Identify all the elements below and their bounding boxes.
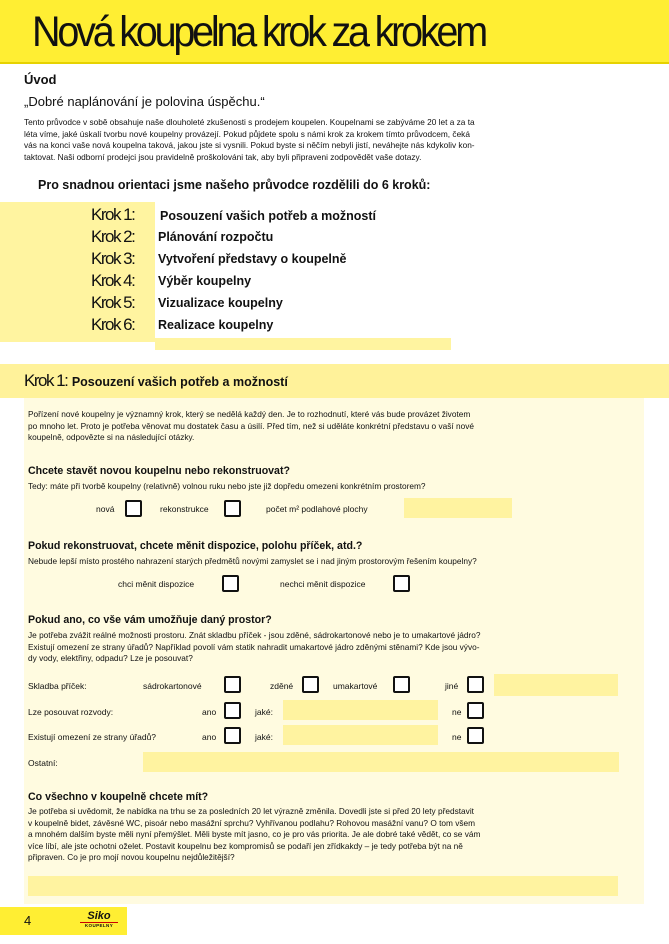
intro-line: taktovat. Naši odborní prodejci jsou pravidelně proškolováni tak, aby byli připraveni zodpovědět vaše dotazy. xyxy=(24,151,422,162)
step-item xyxy=(91,249,347,271)
logo-sub: KOUPELNY xyxy=(80,922,118,929)
walls-other-checkbox[interactable] xyxy=(467,676,484,693)
move-no-label: ne xyxy=(452,707,462,717)
q2-nochange-checkbox[interactable] xyxy=(393,575,410,592)
move-which-field[interactable] xyxy=(283,700,438,720)
intro-heading: Úvod xyxy=(24,72,57,87)
step-label: Krok 1: xyxy=(91,205,135,224)
q1-text: Tedy: máte při tvorbě koupelny (relativně) volnou ruku nebo jste již dopředu omezeni konkrétním prostorem? xyxy=(28,481,426,491)
move-yes-checkbox[interactable] xyxy=(224,702,241,719)
step-text: Realizace koupelny xyxy=(158,318,274,332)
limits-which-label: jaké: xyxy=(255,732,273,742)
q4-line: více líbí, ale jste ochotni oželet. Postavit koupelnu bez kompromisů se podaří jen zřídkakdy – je tedy potřeba být na ně xyxy=(28,840,463,851)
other-field[interactable] xyxy=(143,752,619,772)
intro-line: léta víme, jaké úskalí tvorbu nové koupelny provázejí. Pokud půjdete spolu s námi krok za krokem tímto průvodcem, čeká xyxy=(24,128,470,139)
step-label: Krok 3: xyxy=(91,249,135,268)
section1-intro-line: koupelně, odpovězte si na následující otázky. xyxy=(28,432,195,443)
intro-line: vás na konci vaše nová koupelna taková, jakou jste si vysnili. Pokud byste si něčím nebyli jistí, neváhejte nás kdykoliv kon- xyxy=(24,140,475,151)
q4-paragraph xyxy=(28,806,648,864)
q2-change-checkbox[interactable] xyxy=(222,575,239,592)
q2-nochange-label: nechci měnit dispozice xyxy=(280,579,366,589)
q2-question: Pokud rekonstruovat, chcete měnit dispozice, polohu příček, atd.? xyxy=(28,540,363,552)
orientation-heading: Pro snadnou orientaci jsme našeho průvodce rozdělili do 6 kroků: xyxy=(38,178,431,192)
move-label: Lze posouvat rozvody: xyxy=(28,707,114,717)
q1-question: Chcete stavět novou koupelnu nebo rekonstruovat? xyxy=(28,465,290,477)
section1-intro-line: Pořízení nové koupelny je významný krok, který se nedělá každý den. Je to rozhodnutí, které vás bude provázet životem xyxy=(28,409,471,419)
q3-paragraph xyxy=(28,630,648,665)
q4-line: Je potřeba si uvědomit, že nabídka na trhu se za posledních 20 let výrazně změnila. Dovedli jste si před 20 lety představit xyxy=(28,806,474,816)
step-item xyxy=(91,293,283,315)
q3-question: Pokud ano, co vše vám umožňuje daný prostor? xyxy=(28,614,272,626)
limits-yes-checkbox[interactable] xyxy=(224,727,241,744)
limits-yes-label: ano xyxy=(202,732,217,742)
walls-drywall-checkbox[interactable] xyxy=(224,676,241,693)
step-label: Krok 6: xyxy=(91,315,135,334)
section1-intro xyxy=(28,409,648,444)
q1-area-field[interactable] xyxy=(404,498,512,518)
q1-reconstruct-checkbox[interactable] xyxy=(224,500,241,517)
move-no-checkbox[interactable] xyxy=(467,702,484,719)
siko-logo xyxy=(80,911,118,929)
page-number: 4 xyxy=(24,913,32,928)
move-which-label: jaké: xyxy=(255,707,273,717)
walls-other-label: jiné xyxy=(445,681,459,691)
q4-line: a mnohém dalším byste měli nyní přemýšlet. Měli byste mít jasno, co je pro vás priorita. Je ale dobré také vědět, co se vám xyxy=(28,829,481,840)
section1-intro-line: po mnoho let. Proto je potřeba věnovat mu dostatek času a úsilí. Před tím, než si uděláte konkrétní představu o vaší nové xyxy=(28,420,474,431)
q4-line: v koupelně bidet, závěsné WC, pisoár nebo masážní sprchu? Vyhřívanou podlahu? Rohovou masážní vanu? O tom všem xyxy=(28,817,476,828)
steps-bottom-band xyxy=(155,338,451,350)
move-yes-label: ano xyxy=(202,707,217,717)
steps-list xyxy=(91,205,377,337)
step-label: Krok 5: xyxy=(91,293,135,312)
q4-answer-field[interactable] xyxy=(28,876,618,896)
step-label: Krok 4: xyxy=(91,271,135,290)
q1-new-label: nová xyxy=(96,504,115,514)
walls-drywall-label: sádrokartonové xyxy=(143,681,202,691)
limits-no-checkbox[interactable] xyxy=(467,727,484,744)
q1-new-checkbox[interactable] xyxy=(125,500,142,517)
walls-label: Skladba příček: xyxy=(28,681,87,691)
step-item xyxy=(91,315,274,337)
section1-title: Posouzení vašich potřeb a možností xyxy=(71,375,288,389)
walls-umakart-label: umakartové xyxy=(333,681,378,691)
walls-other-field[interactable] xyxy=(494,674,618,696)
step-text: Výběr koupelny xyxy=(158,274,252,288)
step-item xyxy=(91,271,252,293)
step-label: Krok 2: xyxy=(91,227,135,246)
walls-umakart-checkbox[interactable] xyxy=(393,676,410,693)
limits-no-label: ne xyxy=(452,732,462,742)
step-item xyxy=(91,227,274,249)
intro-paragraph xyxy=(24,117,654,163)
limits-which-field[interactable] xyxy=(283,725,438,745)
q3-line: Existují omezení ze strany úřadů? Například povolí vám statik nahradit umakartové jádro zděnými stěnami? Kde jsou vývo- xyxy=(28,641,480,652)
limits-label: Existují omezení ze strany úřadů? xyxy=(28,732,157,742)
q4-line: připraven. Co je pro mojí novou koupelnu nejdůležitější? xyxy=(28,852,235,863)
step-item xyxy=(91,205,377,227)
step-text: Plánování rozpočtu xyxy=(158,230,274,244)
other-label: Ostatní: xyxy=(28,758,58,768)
intro-line: Tento průvodce v sobě obsahuje naše dlouholeté zkušenosti s prodejem koupelen. Koupelnami se zabýváme 20 let a za ta xyxy=(24,117,475,127)
q3-line: Je potřeba zvážit reálné možnosti prostoru. Znát skladbu příček - jsou zděné, sádrokartonové nebo je to umakartové jádro? xyxy=(28,630,481,640)
walls-brick-label: zděné xyxy=(270,681,294,691)
intro-quote: „Dobré naplánování je polovina úspěchu.“ xyxy=(24,94,265,109)
section1-heading xyxy=(24,371,288,391)
page-title: Nová koupelna krok za krokem xyxy=(32,8,485,56)
q2-text: Nebude lepší místo prostého nahrazení starých předmětů novými zamyslet se i nad jiným prostorovým řešením koupelny? xyxy=(28,556,477,566)
q2-change-label: chci měnit dispozice xyxy=(118,579,195,589)
q1-reconstruct-label: rekonstrukce xyxy=(160,504,209,514)
step-text: Posouzení vašich potřeb a možností xyxy=(160,209,377,223)
q1-area-label: počet m² podlahové plochy xyxy=(266,504,368,514)
logo-main: Siko xyxy=(87,910,111,922)
section1-label: Krok 1: xyxy=(24,371,68,390)
q4-question: Co všechno v koupelně chcete mít? xyxy=(28,791,209,803)
q3-line: dy vody, elektřiny, odpadu? Lze je posouvat? xyxy=(28,653,193,664)
title-banner xyxy=(0,0,669,64)
step-text: Vizualizace koupelny xyxy=(158,296,283,310)
walls-brick-checkbox[interactable] xyxy=(302,676,319,693)
step-text: Vytvoření představy o koupelně xyxy=(158,252,347,266)
